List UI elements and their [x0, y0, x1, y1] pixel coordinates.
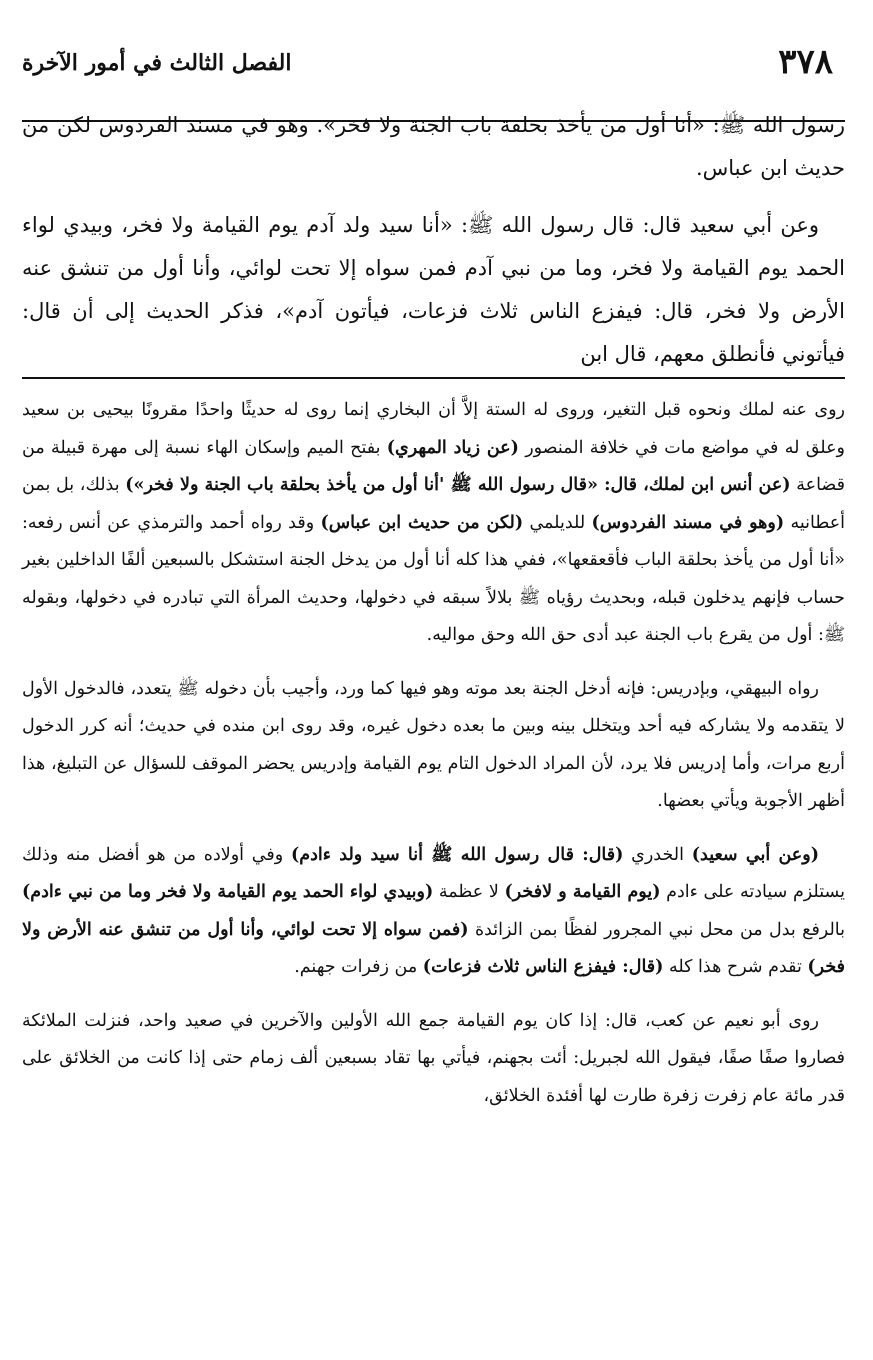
- commentary-quote: (وبيدي لواء الحمد يوم القيامة ولا فخر وما من نبي ءادم): [22, 882, 434, 902]
- commentary-text-run: بذلك، بل بمن أعطانيه: [22, 475, 845, 533]
- running-head: [0, 30, 873, 94]
- commentary-text-run: تقدم شرح هذا كله: [663, 957, 808, 977]
- footnote-divider: [22, 377, 845, 379]
- commentary-paragraph-1: [22, 392, 845, 655]
- commentary-quote: (وهو في مسند الفردوس): [591, 512, 785, 533]
- commentary-quote: (عن أنس ابن لملك، قال: «قال رسول الله ﷺ 'أنا أول من يأخذ بحلقة باب الجنة ولا فخر»): [125, 475, 791, 495]
- commentary-text-run: وقد رواه أحمد والترمذي عن أنس رفعه: «أنا أول من يأخذ بحلقة الباب فأقعقعها»، ففي هذا كله أنا أول من يدخل الجنة استشكل بالسبعين ألفًا الداخلين بغير حساب فإنهم يدخلون قبله، وبحديث رؤياه ﷺ بلالاً سبقه في دخولها، وحديث المرأة التي تبادره في دخولها، وبقوله ﷺ: أول من يقرع باب الجنة عبد أدى حق الله وحق مواليه.: [22, 512, 845, 645]
- commentary-text-run: روى عنه لملك ونحوه قبل التغير، وروى له الستة إلاَّ أن البخاري إنما روى له حديثًا واحدًا مقرونًا بيحيى بن سعيد وعلق له في مواضع مات في خلافة المنصور: [22, 400, 845, 458]
- main-paragraph-2: وعن أبي سعيد قال: قال رسول الله ﷺ: «أنا سيد ولد آدم يوم القيامة ولا فخر، وبيدي لواء الحمد يوم القيامة ولا فخر، وما من نبي آدم فمن سواه إلا تحت لوائي، وأنا أول من تنشق عنه الأرض ولا فخر، قال: فيفزع الناس ثلاث فزعات، فيأتون آدم»، فذكر الحديث إلى أن قال: فيأتوني فأنطلق معهم، قال ابن: [22, 213, 845, 366]
- commentary-text-run: وفي أولاده من هو أفضل منه وذلك يستلزم سيادته على ءادم: [22, 844, 845, 902]
- commentary-quote: (قال: قال رسول الله ﷺ أنا سيد ولد ءادم): [290, 844, 624, 865]
- commentary-paragraph-3: [22, 837, 845, 987]
- commentary-text: [22, 392, 845, 1302]
- commentary-text-run: من زفرات جهنم.: [294, 957, 423, 977]
- chapter-title: الفصل الثالث في أمور الآخرة: [22, 50, 292, 76]
- main-text: [22, 104, 845, 366]
- commentary-quote: (وعن أبي سعيد): [691, 844, 819, 865]
- commentary-text-run: بالرفع بدل من محل نبي المجرور لفظًا بمن الزائدة: [468, 919, 845, 940]
- main-paragraph-1: رسول الله ﷺ: «أنا أول من يأخذ بحلقة باب الجنة ولا فخر». وهو في مسند الفردوس لكن من حديث ابن عباس.: [22, 113, 845, 180]
- commentary-quote: (لكن من حديث ابن عباس): [320, 512, 524, 533]
- commentary-paragraph-4: روى أبو نعيم عن كعب، قال: إذا كان يوم القيامة جمع الله الأولين والآخرين في صعيد واحد، فنزلت الملائكة فصاروا صفًا صفًا، فيقول الله لجبريل: أئت بجهنم، فيأتي بها تقاد بسبعين ألف زمام حتى إذا كانت من الخلائق على قدر مائة عام زفرت زفرة طارت لها أفئدة الخلائق،: [22, 1010, 845, 1106]
- commentary-text-run: بفتح الميم وإسكان الهاء نسبة إلى مهرة قبيلة من قضاعة: [22, 437, 845, 495]
- page-number: ٣٧٨: [778, 42, 833, 82]
- commentary-quote: (قال: فيفزع الناس ثلاث فزعات): [422, 957, 664, 977]
- commentary-paragraph-2: رواه البيهقي، وبإدريس: فإنه أدخل الجنة بعد موته وهو فيها كما ورد، وأجيب بأن دخوله ﷺ يتعدد، فالدخول الأول لا يتقدمه ولا يشاركه فيه أحد ويتخلل بينه وبين ما بعده دخول غيره، وقد روى ابن منده في حديث؛ أنه كرر الدخول أربع مرات، وأما إدريس فلا يرد، لأن المراد الدخول التام يوم القيامة وإدريس يحضر الموقف للسؤال عن التبليغ، هذا أظهر الأجوبة ويأتي بعضها.: [22, 678, 845, 811]
- commentary-quote: (عن زياد المهري): [386, 437, 519, 458]
- commentary-quote: (يوم القيامة و لافخر): [504, 882, 661, 902]
- commentary-text-run: لا عظمة: [433, 882, 505, 902]
- commentary-text-run: الخدري: [623, 844, 692, 865]
- commentary-quote: (فمن سواه إلا تحت لوائي، وأنا أول من تنشق عنه الأرض ولا فخر): [22, 919, 845, 977]
- commentary-text-run: للديلمي: [523, 512, 592, 533]
